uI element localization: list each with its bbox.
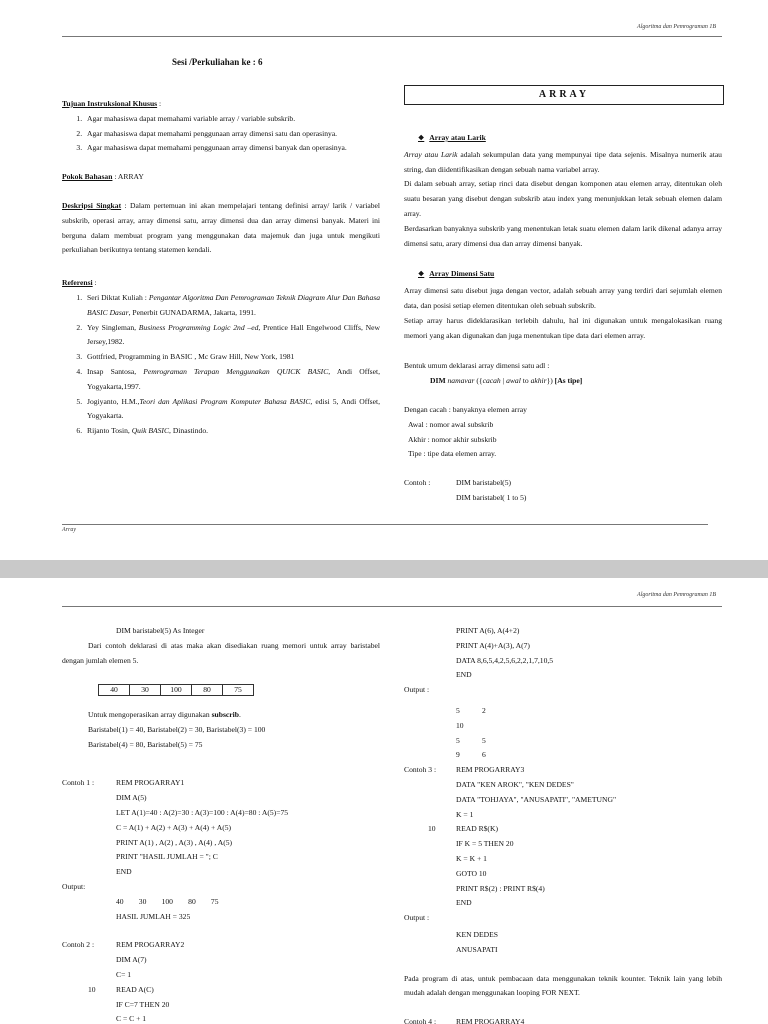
list-item: 3. Agar mahasiswa dapat memahami penggunaan array dimensi banyak dan operasinya. [84,141,380,156]
paragraph: Dari contoh deklarasi di atas maka akan disediakan ruang memori untuk array baristabel dengan jumlah elemen 5. [62,640,380,665]
table-cell: 30 [130,685,161,696]
session-title: Sesi /Perkuliahan ke : 6 [172,57,263,67]
running-header: Algoritma dan Pemrograman 1B [637,24,716,30]
tik-label: Tujuan Instruksional Khusus [62,99,158,108]
array-title: ARRAY [538,89,590,100]
running-footer: Array [62,527,76,533]
left-column: Tujuan Instruksional Khusus : 1. Agar mahasiswa dapat memahami variable array / variable subskrib. 2. Agar mahasiswa dapat memahami penggunaan array dimensi satu dan operasinya. 3. Agar mahasiswa dapat memahami penggunaan array dimensi banyak dan operasinya. Pokok Bahasan : ARRAY Deskripsi Singkat : Dalam pertemuan ini akan mempelajari tentang definisi array/ larik / variabel subskrib, operasi array, array dimensi satu, array dimensi dua dan array dimensi banyak. Materi ini berguna dalam membuat program yang menggunakan data majemuk dan juga untuk mengikuti perkuliahan berikutnya tentang statemen kendali. Referensi : 1. Seri Diktat Kuliah : Pengantar Algoritma Dan Pemrograman Teknik Diagram Alur Dan Bahasa BASIC Dasar, Penerbit GUNADARMA, Jakarta, 1991. 2. Yey Singleman, Business Programming Logic 2nd –ed, Prentice Hall Engelwood Cliffs, New Jersey,1982. 3. Gottfried, Programming in BASIC , Mc Graw Hill, New York, 1981 4. Insap Santosa, Pemrograman Terapan Menggunakan QUICK BASIC, Andi Offset, Yogyakarta,1997. 5. Jogiyanto, H.M.,Teori dan Aplikasi Program Komputer Bahasa BASIC, edisi 5, Andi Offset, Yogyakarta. 6. Rijanto Tosin, Quik BASIC, Dinastindo. [62,97,380,439]
header-rule [62,606,722,607]
list-item: 5. Jogiyanto, H.M.,Teori dan Aplikasi Program Komputer Bahasa BASIC, edisi 5, Andi Offset, Yogyakarta. [84,395,380,425]
list-item: 6. Rijanto Tosin, Quik BASIC, Dinastindo. [84,424,380,439]
heading-array-larik: Array atau Larik [429,133,486,142]
left-column-lower: Untuk mengoperasikan array digunakan subscrib. Baristabel(1) = 40, Baristabel(2) = 30, Baristabel(3) = 100 Baristabel(4) = 80, Baristabel(5) = 75 Contoh 1 : REM PROGARRAY1 DIM A(5) LET A(1)=40 : A(2)=30 : A(3)=100 : A(4)=80 : A(5)=75 C = A(1) + A(2) + A(3) + A(4) + A(5) PRINT A(1) , A(2) , A(3) , A(4) , A(5) PRINT "HASIL JUMLAH = "; C END Output: 40 30 100 80 75 HASIL JUMLAH = 325 Contoh 2 : REM PROGARRAY2 DIM A(7) C= 1 10 READ A(C) IF C=7 THEN 20 C = C + 1 [62,710,289,1024]
tik-list [62,112,380,156]
list-item: 3. Gottfried, Programming in BASIC , Mc Graw Hill, New York, 1981 [84,350,380,365]
table-cell: 75 [223,685,254,696]
referensi-list [62,291,380,439]
deskripsi-text: : Dalam pertemuan ini akan mempelajari tentang definisi array/ larik / variabel subskrib, operasi array, array dimensi satu, array dimensi dua dan array dimensi banyak. Materi ini berguna dalam membuat program yang menggunakan data majemuk dan juga untuk mengikuti perkuliahan berikutnya tentang statemen kendali. [62,200,380,255]
list-item: 4. Insap Santosa, Pemrograman Terapan Menggunakan QUICK BASIC, Andi Offset, Yogyakarta,1997. [84,365,380,395]
syntax-line: DIM namavar ({cacah | awal to akhir}) [As tipe] [430,376,583,386]
diamond-bullet-icon: ❖ [418,270,425,279]
header-rule [62,36,722,37]
paragraph: Array dimensi satu disebut juga dengan vector, adalah sebuah array yang terdiri dari sejumlah elemen data, dan posisi setiap elemen ditentukan oleh sebuah subskrib. [404,286,722,310]
list-item: 1. Agar mahasiswa dapat memahami variable array / variable subskrib. [84,112,380,127]
table-cell: 80 [192,685,223,696]
deskripsi-label: Deskripsi Singkat [62,200,122,210]
table-cell: 100 [161,685,192,696]
right-column: ❖ Array atau Larik Array atau Larik adalah sekumpulan data yang mempunyai tipe data sejenis. Misalnya numerik atau string, dan diidentifikasikan dengan sebuah nama variabel array. Di dalam sebuah array, setiap rinci data disebut dengan komponen atau elemen array, ditentukan oleh suatu besaran yang disebut dengan subskrib atau index yang menunjukkan letak sebuah elemen dalam array. Berdasarkan banyaknya subskrib yang menentukan letak suatu elemen dalam larik dikenal adanya array dimensi satu, arary dimensi dua dan array dimensi banyak. ❖ Array Dimensi Satu Array dimensi satu disebut juga dengan vector, adalah sebuah array yang terdiri dari sejumlah elemen data, dan posisi setiap elemen ditentukan oleh sebuah subskrib. Setiap array harus dideklarasikan terlebih dahulu, hal ini digunakan untuk mengalokasikan ruang memori yang akan digunakan dan juga menentukan tipe data dari elemen array. Bentuk umum deklarasi array dimensi satu adl : DIM namavar ({cacah | awal to akhir}) [As tipe] Dengan cacah : banyaknya elemen array Awal : nomor awal subskrib Akhir : nomor akhir subskrib Tipe : tipe data elemen array. Contoh : DIM baristabel(5) DIM baristabel( 1 to 5) [404,133,722,502]
pokok-label: Pokok Bahasan [62,172,113,182]
footer-rule [62,524,708,525]
page-2 [0,578,768,1024]
running-header: Algoritma dan Pemrograman 1B [637,592,716,598]
list-item: 2. Yey Singleman, Business Programming Logic 2nd –ed, Prentice Hall Engelwood Cliffs, New Jersey,1982. [84,321,380,351]
diamond-bullet-icon: ❖ [418,134,425,142]
array-title-box [404,85,724,105]
table-cell: 40 [99,685,130,696]
array-table [98,684,254,696]
right-column: PRINT A(6), A(4+2) PRINT A(4)+A(3), A(7) DATA 8,6,5,4,2,5,6,2,2,1,7,10,5 END Output : 5 2 10 5 5 9 6 Contoh 3 : REM PROGARRAY3 DATA "KEN AROK", "KEN DEDES" DATA "TOHJAYA", "ANUSAPATI", "AMETUNG" K = 1 10 READ R$(K) IF K = 5 THEN 20 K = K + 1 GOTO 10 PRINT R$(2) : PRINT R$(4) END Output : KEN DEDES ANUSAPATI Pada program di atas, untuk pembacaan data menggunakan teknik kounter. Teknik lain yang lebih mudah adalah dengan menggunakan looping FOR NEXT. Contoh 4 : REM PROGARRAY4 [404,626,722,1024]
paragraph: Setiap array harus dideklarasikan terlebih dahulu, hal ini digunakan untuk mengalokasikan ruang memori yang akan digunakan dan juga menentukan tipe data dari elemen array. [404,315,722,340]
paragraph: Di dalam sebuah array, setiap rinci data disebut dengan komponen atau elemen array, ditentukan oleh suatu besaran yang disebut dengan subskrib atau index yang menunjukkan letak sebuah elemen dalam array. [404,179,722,218]
heading-array-dimensi-satu: Array Dimensi Satu [429,269,495,279]
left-column: DIM baristabel(5) As Integer Dari contoh deklarasi di atas maka akan disediakan ruang memori untuk array baristabel dengan jumlah elemen 5. [62,624,380,668]
list-item: 1. Seri Diktat Kuliah : Pengantar Algoritma Dan Pemrograman Teknik Diagram Alur Dan Bahasa BASIC Dasar, Penerbit GUNADARMA, Jakarta, 1991. [84,291,380,321]
referensi-label: Referensi [62,278,93,288]
list-item: 2. Agar mahasiswa dapat memahami penggunaan array dimensi satu dan operasinya. [84,127,380,142]
paragraph: Pada program di atas, untuk pembacaan data menggunakan teknik kounter. Teknik lain yang lebih mudah adalah dengan menggunakan looping FOR NEXT. [404,973,722,998]
bentuk-umum: Bentuk umum deklarasi array dimensi satu adl : [404,361,550,371]
pokok-text: : ARRAY [112,172,144,182]
paragraph: Berdasarkan banyaknya subskrib yang menentukan letak suatu elemen dalam larik dikenal adanya array dimensi satu, arary dimensi dua dan array dimensi banyak. [404,223,722,248]
